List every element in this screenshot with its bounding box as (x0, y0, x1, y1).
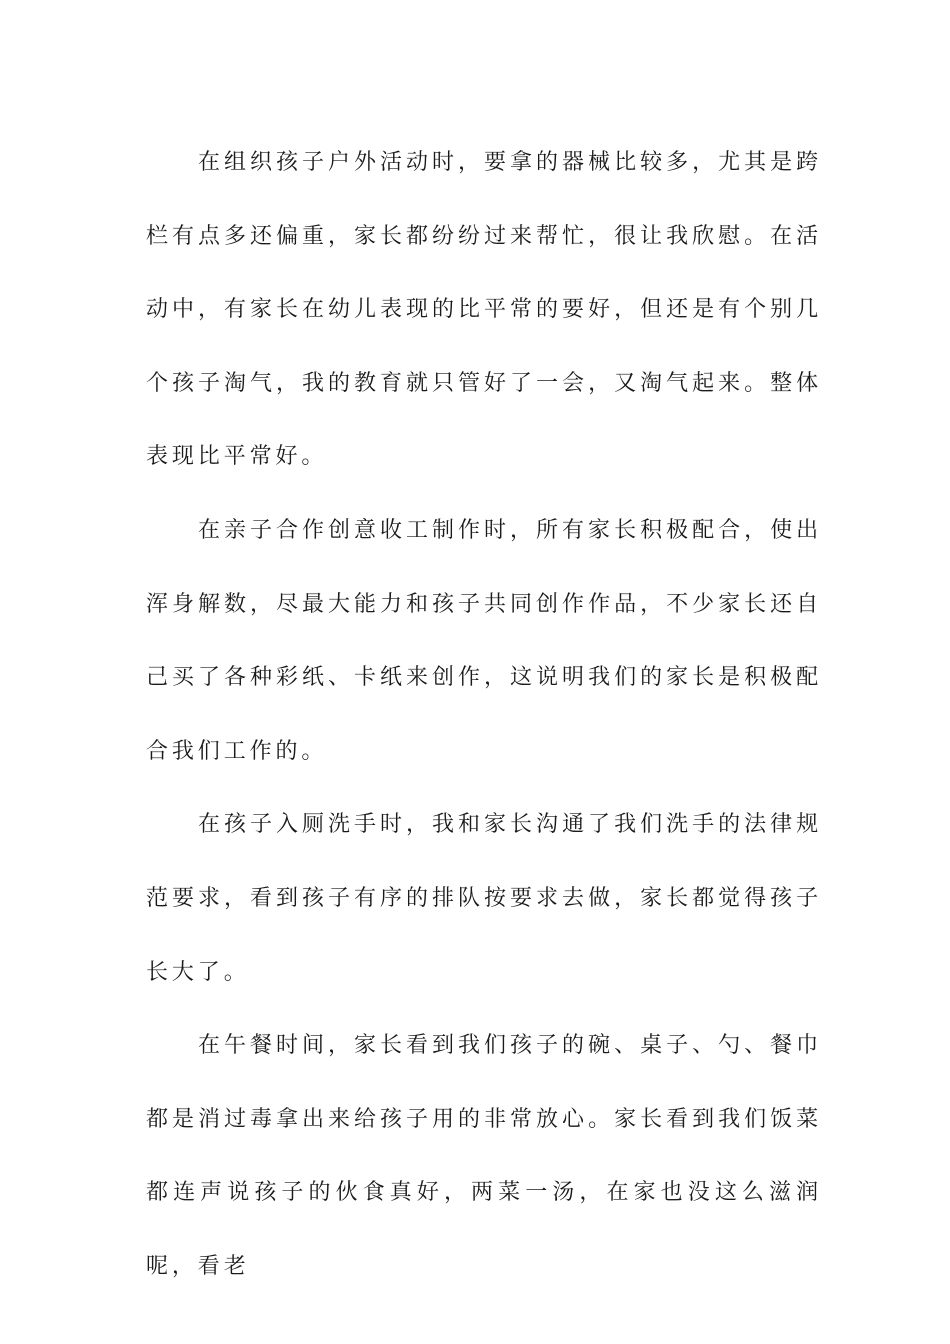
paragraph-handwashing: 在孩子入厕洗手时，我和家长沟通了我们洗手的法律规范要求，看到孩子有序的排队按要求去做，家长都觉得孩子长大了。 (146, 812, 822, 985)
paragraph-lunch-time: 在午餐时间，家长看到我们孩子的碗、桌子、勺、餐巾都是消过毒拿出来给孩子用的非常放心。家长看到我们饭菜都连声说孩子的伙食真好，两菜一汤，在家也没这么滋润呢，看老 (146, 1033, 822, 1279)
paragraph-outdoor-activity: 在组织孩子户外活动时，要拿的器械比较多，尤其是跨栏有点多还偏重，家长都纷纷过来帮忙，很让我欣慰。在活动中，有家长在幼儿表现的比平常的要好，但还是有个别几个孩子淘气，我的教育就只管好了一会，又淘气起来。整体表现比平常好。 (146, 150, 822, 470)
document-body (146, 126, 822, 1304)
paragraph-parent-child-craft: 在亲子合作创意收工制作时，所有家长积极配合，使出浑身解数，尽最大能力和孩子共同创作作品，不少家长还自己买了各种彩纸、卡纸来创作，这说明我们的家长是积极配合我们工作的。 (146, 517, 822, 764)
